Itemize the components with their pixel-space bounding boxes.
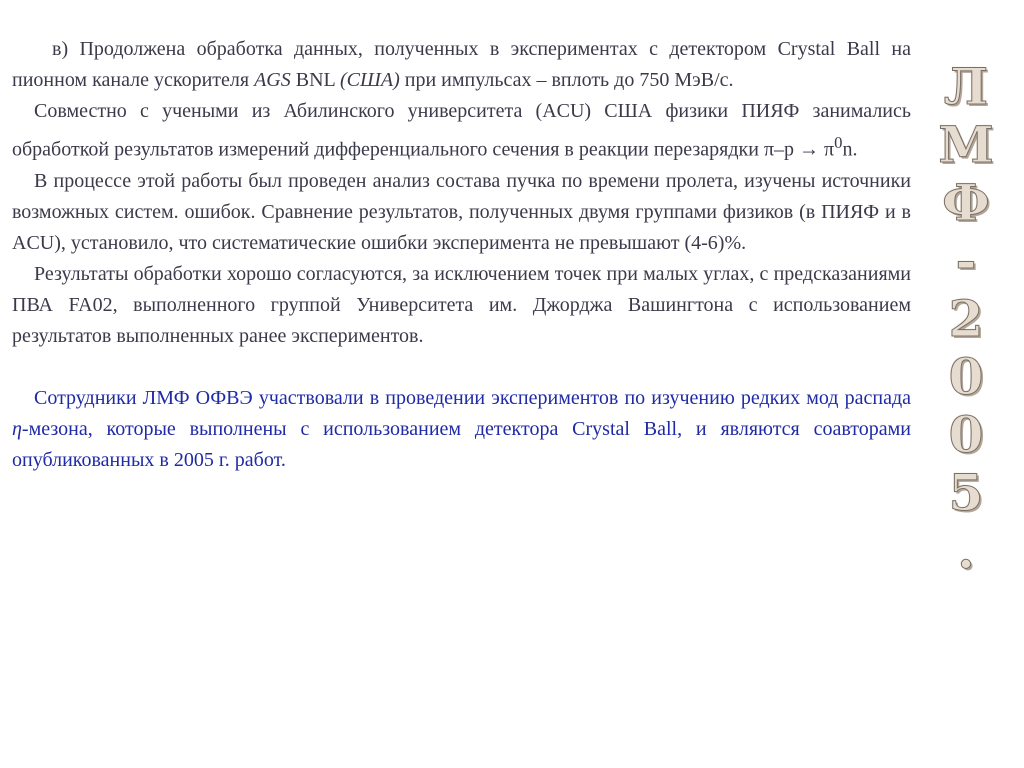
reaction-superscript: 0 (834, 133, 843, 152)
title-char: 0 (948, 347, 984, 406)
main-text (12, 34, 911, 476)
accelerator-name: AGS (254, 69, 291, 91)
title-char: Ф (942, 173, 990, 232)
vertical-title-lmf-2005 (938, 58, 994, 580)
title-char: 2 (948, 289, 984, 348)
title-char: . (957, 521, 975, 580)
paragraph-pwa-results: Результаты обработки хорошо согласуются, за исключением точек при малых углах, с предсказаниями ПВА FA02, выполненного группой Университета им. Джорджа Вашингтона с использованием результатов выполненных ранее экспериментов. (12, 262, 911, 347)
title-char: 5 (948, 463, 984, 522)
paragraph-eta-meson: Сотрудники ЛМФ ОФВЭ участвовали в проведении экспериментов по изучению редких мод распада η-мезона, которые выполнены с использованием детектора Crystal Ball, и являются соавторами опубликованных в 2005 г. работ. (12, 386, 911, 471)
title-char: М (938, 115, 994, 174)
paragraph-beam-analysis: В процессе этой работы был проведен анализ состава пучка по времени пролета, изучены источники возможных систем. ошибок. Сравнение результатов, полученных двумя группами физиков (в ПИЯФ и в ACU), установило, что систематические ошибки эксперимента не превышают (4-6)%. (12, 169, 911, 254)
title-char: 0 (948, 405, 984, 464)
paragraph-acu-collaboration: Совместно с учеными из Абилинского университета (ACU) США физики ПИЯФ занимались обработкой результатов измерений дифференциального сечения в реакции перезарядки $\pi-p \to \pi^0n$. (12, 100, 911, 161)
eta-symbol: η (12, 417, 22, 440)
country-name: (США) (340, 69, 400, 91)
paragraph-crystal-ball: в) Продолжена обработка данных, полученных в экспериментах с детектором Crystal Ball на пионном канале ускорителя AGS BNL (США) при импульсах – вплоть до 750 МэВ/с. (12, 38, 911, 91)
title-char: - (955, 231, 977, 290)
title-char: Л (943, 57, 989, 116)
